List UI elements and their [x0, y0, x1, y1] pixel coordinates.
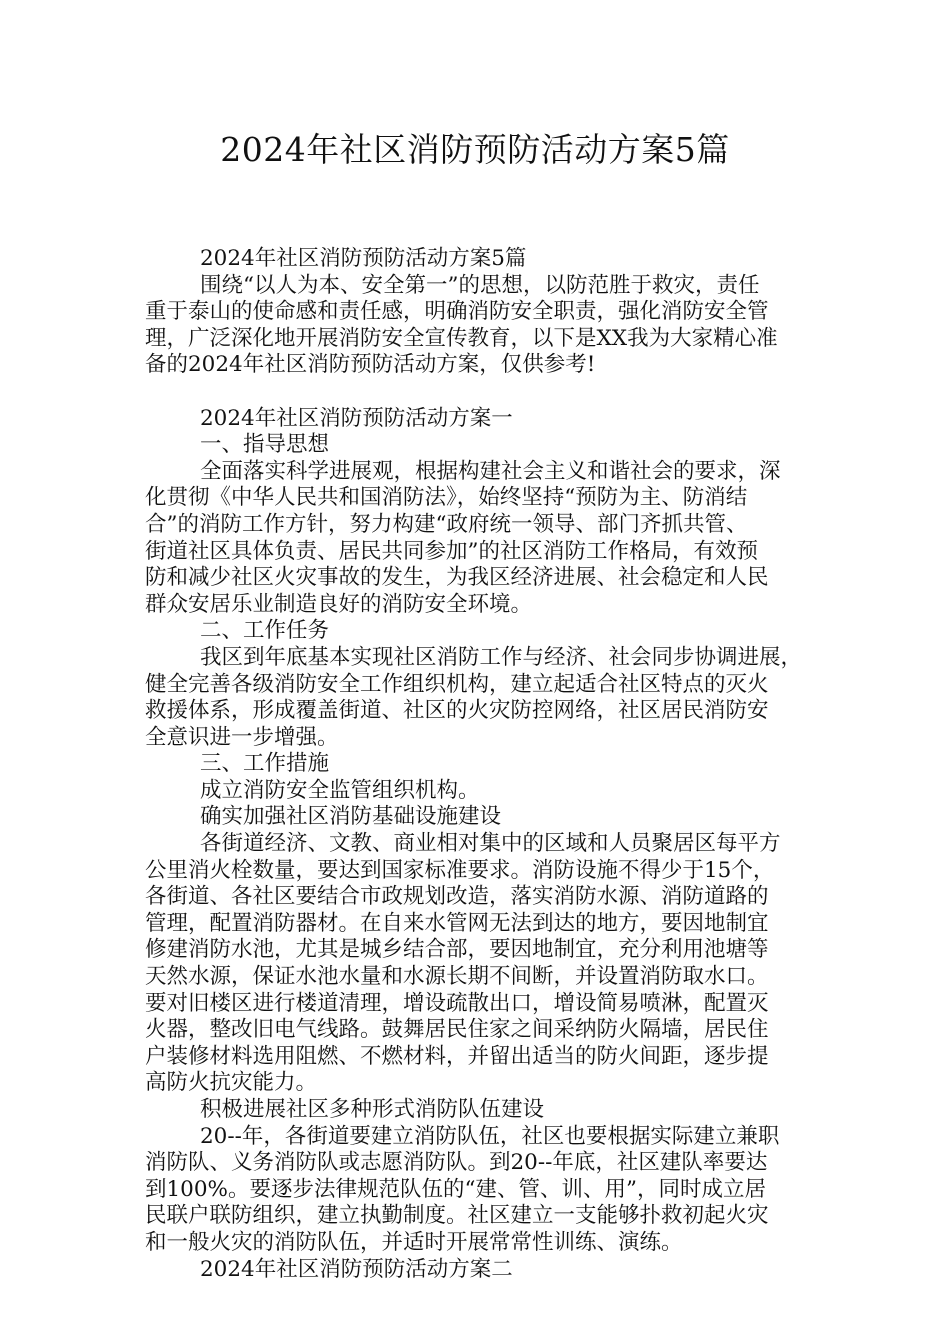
text-line: 公里消火栓数量，要达到国家标准要求。消防设施不得少于15个，: [145, 857, 775, 883]
text-line: 高防火抗灾能力。: [145, 1070, 318, 1096]
text-line: 2024年社区消防预防活动方案二: [200, 1256, 513, 1282]
text-line: 民联户联防组织，建立执勤制度。社区建立一支能够扑救初起火灾: [145, 1203, 769, 1229]
blank-line: [145, 379, 813, 406]
text-line: 户装修材料选用阻燃、不燃材料，并留出适当的防火间距，逐步提: [145, 1043, 769, 1069]
text-line: 健全完善各级消防安全工作组织机构，建立起适合社区特点的灭火: [145, 671, 769, 697]
text-line: 化贯彻《中华人民共和国消防法》，始终坚持“预防为主、防消结: [145, 485, 748, 511]
text-line: 20--年，各街道要建立消防队伍，社区也要根据实际建立兼职: [200, 1123, 780, 1149]
text-line: 合”的消防工作方针，努力构建“政府统一领导、部门齐抓共管、: [145, 511, 748, 537]
text-line: 天然水源，保证水池水量和水源长期不间断，并设置消防取水口。: [145, 964, 769, 990]
text-line: 理，广泛深化地开展消防安全宣传教育，以下是XX我为大家精心准: [145, 325, 778, 351]
text-line: 2024年社区消防预防活动方案5篇: [200, 246, 527, 271]
text-line: 2024年社区消防预防活动方案一: [200, 405, 513, 431]
text-line: 积极进展社区多种形式消防队伍建设: [200, 1097, 545, 1122]
text-line: 要对旧楼区进行楼道清理，增设疏散出口，增设简易喷淋，配置灭: [145, 990, 769, 1016]
text-line: 到100%。要逐步法律规范队伍的“建、管、训、用”，同时成立居: [145, 1176, 766, 1202]
text-line: 管理，配置消防器材。在自来水管网无法到达的地方，要因地制宜: [145, 910, 769, 936]
text-line: 三、工作措施: [200, 751, 330, 777]
text-line: 消防队、义务消防队或志愿消防队。到20--年底，社区建队率要达: [145, 1150, 768, 1176]
document-body: [145, 246, 813, 1283]
text-line: 各街道、各社区要结合市政规划改造，落实消防水源、消防道路的: [145, 884, 769, 910]
text-line: 群众安居乐业制造良好的消防安全环境。: [145, 591, 533, 617]
text-line: 和一般火灾的消防队伍，并适时开展常常性训练、演练。: [145, 1229, 683, 1255]
text-line: 一、指导思想: [200, 432, 330, 458]
text-line: 确实加强社区消防基础设施建设: [200, 804, 502, 830]
text-line: 修建消防水池，尤其是城乡结合部，要因地制宜，充分利用池塘等: [145, 937, 769, 963]
text-line: 我区到年底基本实现社区消防工作与经济、社会同步协调进展，: [200, 644, 803, 670]
text-line: 备的2024年社区消防预防活动方案，仅供参考!: [145, 352, 596, 378]
text-line: 围绕“以人为本、安全第一”的思想，以防范胜于救灾，责任: [200, 272, 760, 298]
text-line: 火器，整改旧电气线路。鼓舞居民住家之间采纳防火隔墙，居民住: [145, 1017, 769, 1043]
text-line: 街道社区具体负责、居民共同参加”的社区消防工作格局，有效预: [145, 538, 758, 564]
text-line: 成立消防安全监管组织机构。: [200, 777, 480, 803]
text-line: 重于泰山的使命感和责任感，明确消防安全职责，强化消防安全管: [145, 299, 769, 325]
document-title: 2024年社区消防预防活动方案5篇: [220, 130, 730, 169]
text-line: 全意识进一步增强。: [145, 724, 339, 750]
text-line: 救援体系，形成覆盖街道、社区的火灾防控网络，社区居民消防安: [145, 698, 769, 724]
text-line: 全面落实科学进展观，根据构建社会主义和谐社会的要求，深: [200, 458, 781, 484]
text-line: 防和减少社区火灾事故的发生，为我区经济进展、社会稳定和人民: [145, 565, 769, 591]
text-line: 二、工作任务: [200, 618, 330, 644]
text-line: 各街道经济、文教、商业相对集中的区域和人员聚居区每平方: [200, 831, 781, 857]
